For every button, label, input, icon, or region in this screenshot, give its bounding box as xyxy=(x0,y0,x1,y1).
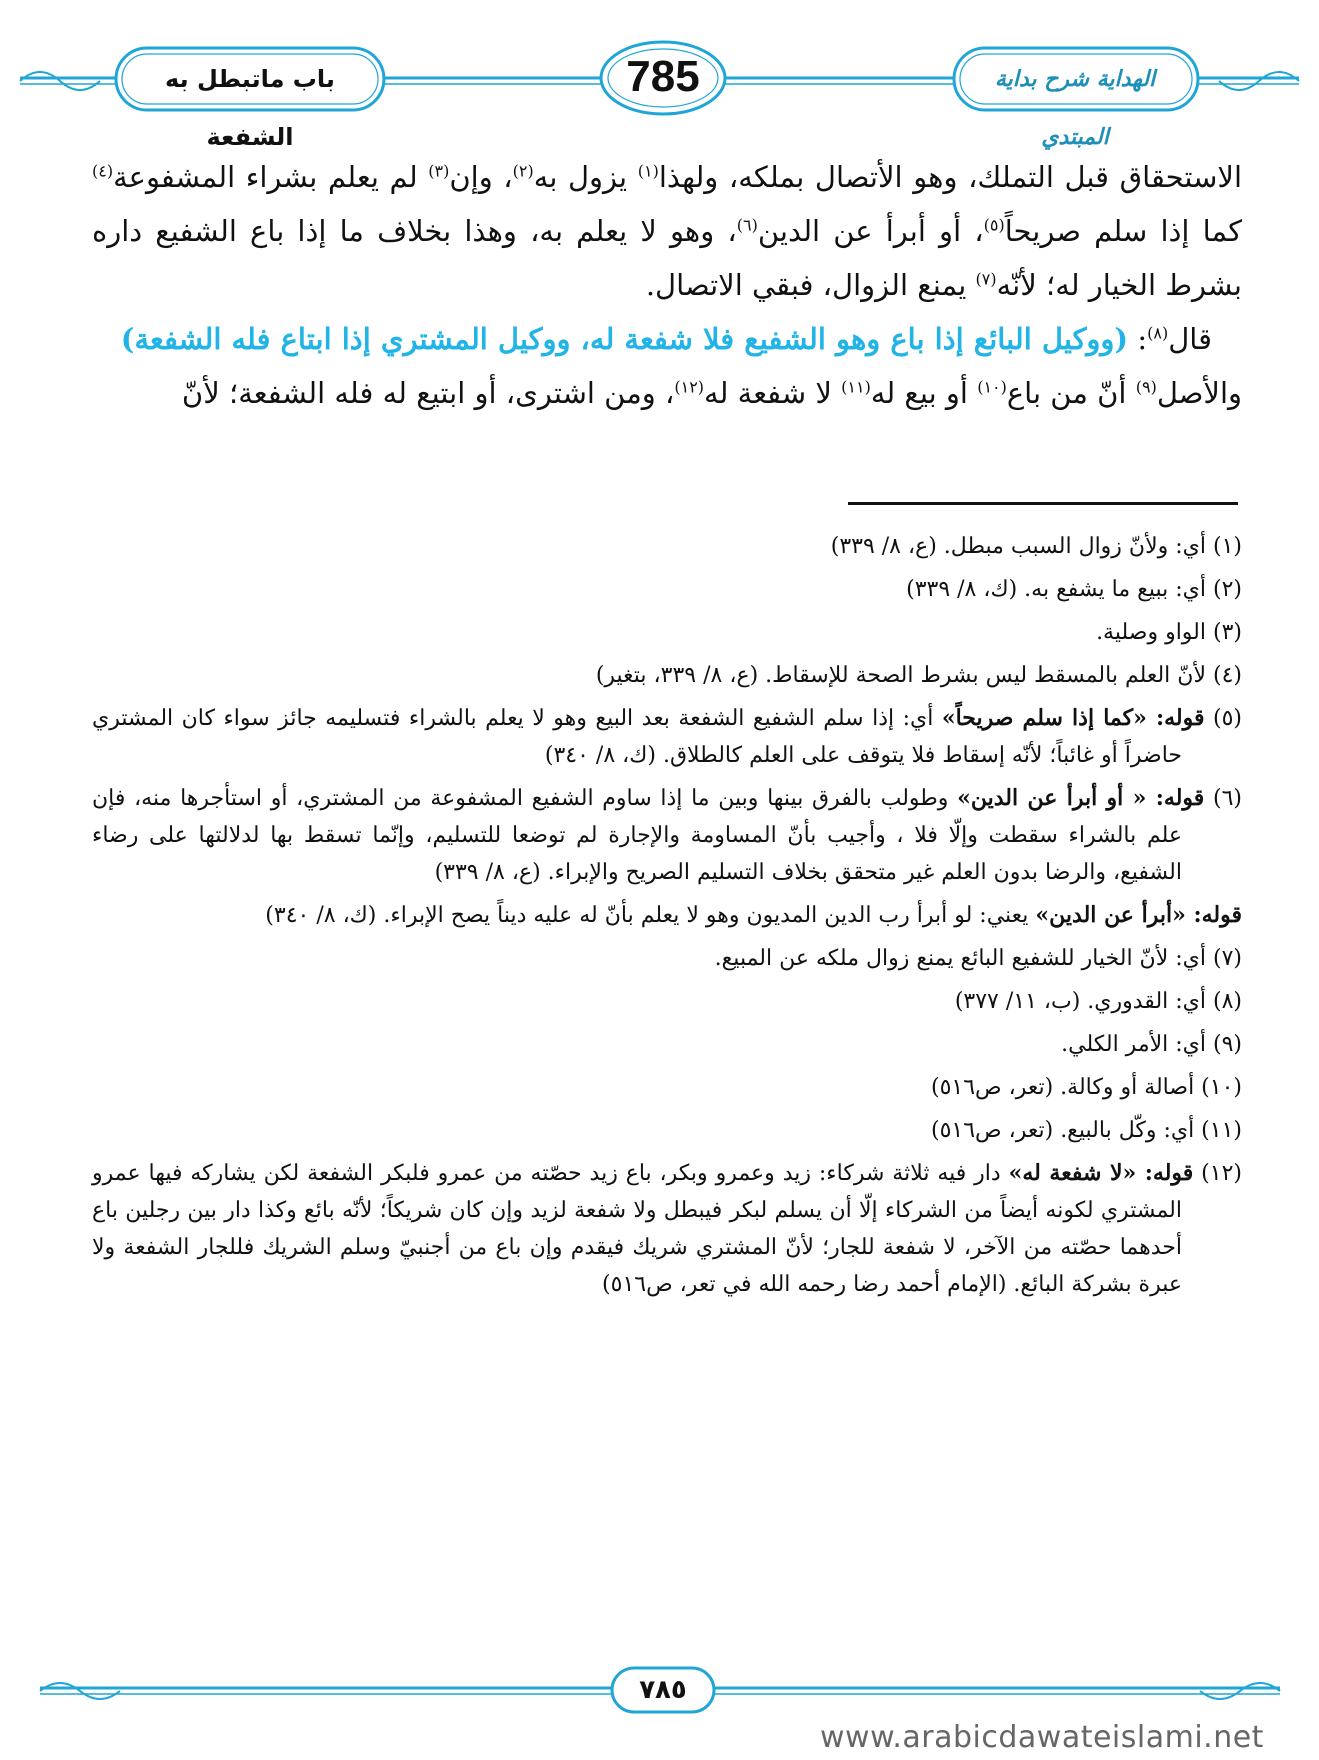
footnote-3: (٣) الواو وصلية. xyxy=(1096,620,1242,645)
footer-page-number: ٧٨٥ xyxy=(639,1675,687,1705)
matn-paragraph: قال$^{(٨)}$: (ووكيل البائع إذا باع وهو الشفيع فلا شفعة له، ووكيل المشتري إذا ابتاع فله الشفعة) xyxy=(120,322,1212,356)
website-watermark[interactable]: www.arabicdawateislami.net xyxy=(820,1720,1264,1755)
footnote-6: (٦) قوله: « أو أبرأ عن الدين» وطولب بالفرق بينها وبين ما إذا ساوم الشفيع المشفوعة من المشتري، أو استأجرها منه، فإن علم بالشراء سقطت وإلّا فلا ، وأجيب بأنّ المساومة والإجارة لم توضعا للتسليم، وإنّما تسقط بها لدلالتها على رضاء الشفيع، والرضا بدون العلم غير متحقق بخلاف التسليم الصريح والإبراء. (ع، ٨/ ٣٣٩) xyxy=(92,785,1242,885)
footnote-6-addendum: قوله: «أبرأ عن الدين» يعني: لو أبرأ رب الدين المديون وهو لا يعلم بأنّ له عليه ديناً يصح الإبراء. (ك، ٨/ ٣٤٠) xyxy=(265,902,1242,928)
main-paragraph: والأصل$^{(٩)}$ أنّ من باع$^{(١٠)}$ أو بيع له$^{(١١)}$ لا شفعة له$^{(١٢)}$، ومن اشترى، أو ابتيع له فله الشفعة؛ لأنّ xyxy=(181,376,1242,410)
header-page-number: 785 xyxy=(626,52,700,101)
book-title: الهداية شرح بداية المبتدي xyxy=(994,66,1156,150)
footnote-ref[interactable]: (٧) xyxy=(975,269,997,289)
footnote-ref[interactable]: (٦) xyxy=(736,215,758,235)
footnote-ref[interactable]: (١) xyxy=(637,161,659,181)
matn-quote: (ووكيل البائع إذا باع وهو الشفيع فلا شفعة له، ووكيل المشتري إذا ابتاع فله الشفعة) xyxy=(120,322,1129,356)
main-text xyxy=(92,150,1242,420)
footnote-5: (٥) قوله: «كما إذا سلم صريحاً» أي: إذا سلم الشفيع الشفعة بعد البيع وهو لا يعلم بالشراء فتسليمه جائز سواء كان المشتري حاضراً أو غائباً؛ لأنّه إسقاط فلا يتوقف على العلم كالطلاق. (ك، ٨/ ٣٤٠) xyxy=(92,705,1242,768)
page-footer xyxy=(0,1660,1319,1720)
footnote-ref[interactable]: (١٢) xyxy=(674,377,705,397)
footnote-4: (٤) لأنّ العلم بالمسقط ليس بشرط الصحة للإسقاط. (ع، ٨/ ٣٣٩، بتغير) xyxy=(595,663,1242,688)
page-header xyxy=(0,0,1319,151)
footnote-ref[interactable]: (٢) xyxy=(512,161,534,181)
chapter-title: باب ماتبطل به الشفعة xyxy=(165,65,335,151)
footnote-11: (١١) أي: وكّل بالبيع. (تعر، ص٥١٦) xyxy=(931,1118,1242,1143)
footnote-ref[interactable]: (١١) xyxy=(841,377,871,397)
footnote-9: (٩) أي: الأمر الكلي. xyxy=(1061,1032,1242,1057)
footnote-1: (١) أي: ولأنّ زوال السبب مبطل. (ع، ٨/ ٣٣٩) xyxy=(830,534,1242,559)
footnote-ref[interactable]: (٥) xyxy=(983,215,1005,235)
footnote-10: (١٠) أصالة أو وكالة. (تعر، ص٥١٦) xyxy=(930,1075,1242,1100)
main-paragraph: الاستحقاق قبل التملك، وهو الأتصال بملكه، ولهذا$^{(١)}$ يزول به$^{(٢)}$، وإن$^{(٣)}$ لم يعلم بشراء المشفوعة$^{(٤)}$ كما إذا سلم صريحاً$^{(٥)}$، أو أبرأ عن الدين$^{(٦)}$، وهو لا يعلم به، وهذا بخلاف ما إذا باع الشفيع داره بشرط الخيار له؛ لأنّه$^{(٧)}$ يمنع الزوال، فبقي الاتصال. xyxy=(92,160,1243,302)
footnote-2: (٢) أي: ببيع ما يشفع به. (ك، ٨/ ٣٣٩) xyxy=(906,577,1242,602)
footnote-ref[interactable]: (٨) xyxy=(1147,323,1169,343)
footnote-8: (٨) أي: القدوري. (ب، ١١/ ٣٧٧) xyxy=(954,989,1242,1014)
footnote-12: (١٢) قوله: «لا شفعة له» دار فيه ثلاثة شركاء: زيد وعمرو وبكر، باع زيد حصّته من عمرو فلبكر الشفعة لكن يشاركه فيها عمرو المشتري لكونه أيضاً من الشركاء إلّا أن يسلم لبكر فيبطل ولا شفعة لزيد وإن كان شريكاً؛ لأنّه بائع وكذا دار بين رجلين باع أحدهما حصّته من الآخر، لا شفعة للجار؛ لأنّ المشتري شريك فيقدم وإن باع من أجنبيّ وسلم الشريك فللجار الشفعة ولا عبرة بشركة البائع. (الإمام أحمد رضا رحمه الله في تعر، ص٥١٦) xyxy=(92,1160,1243,1297)
footnote-ref[interactable]: (٩) xyxy=(1135,377,1157,397)
footnote-7: (٧) أي: لأنّ الخيار للشفيع البائع يمنع زوال ملكه عن المبيع. xyxy=(714,946,1242,971)
footnote-separator xyxy=(848,502,1238,505)
footnote-ref[interactable]: (٣) xyxy=(428,161,450,181)
footnotes xyxy=(92,528,1242,1309)
footnote-ref[interactable]: (٤) xyxy=(92,161,114,181)
footnote-ref[interactable]: (١٠) xyxy=(977,377,1007,397)
